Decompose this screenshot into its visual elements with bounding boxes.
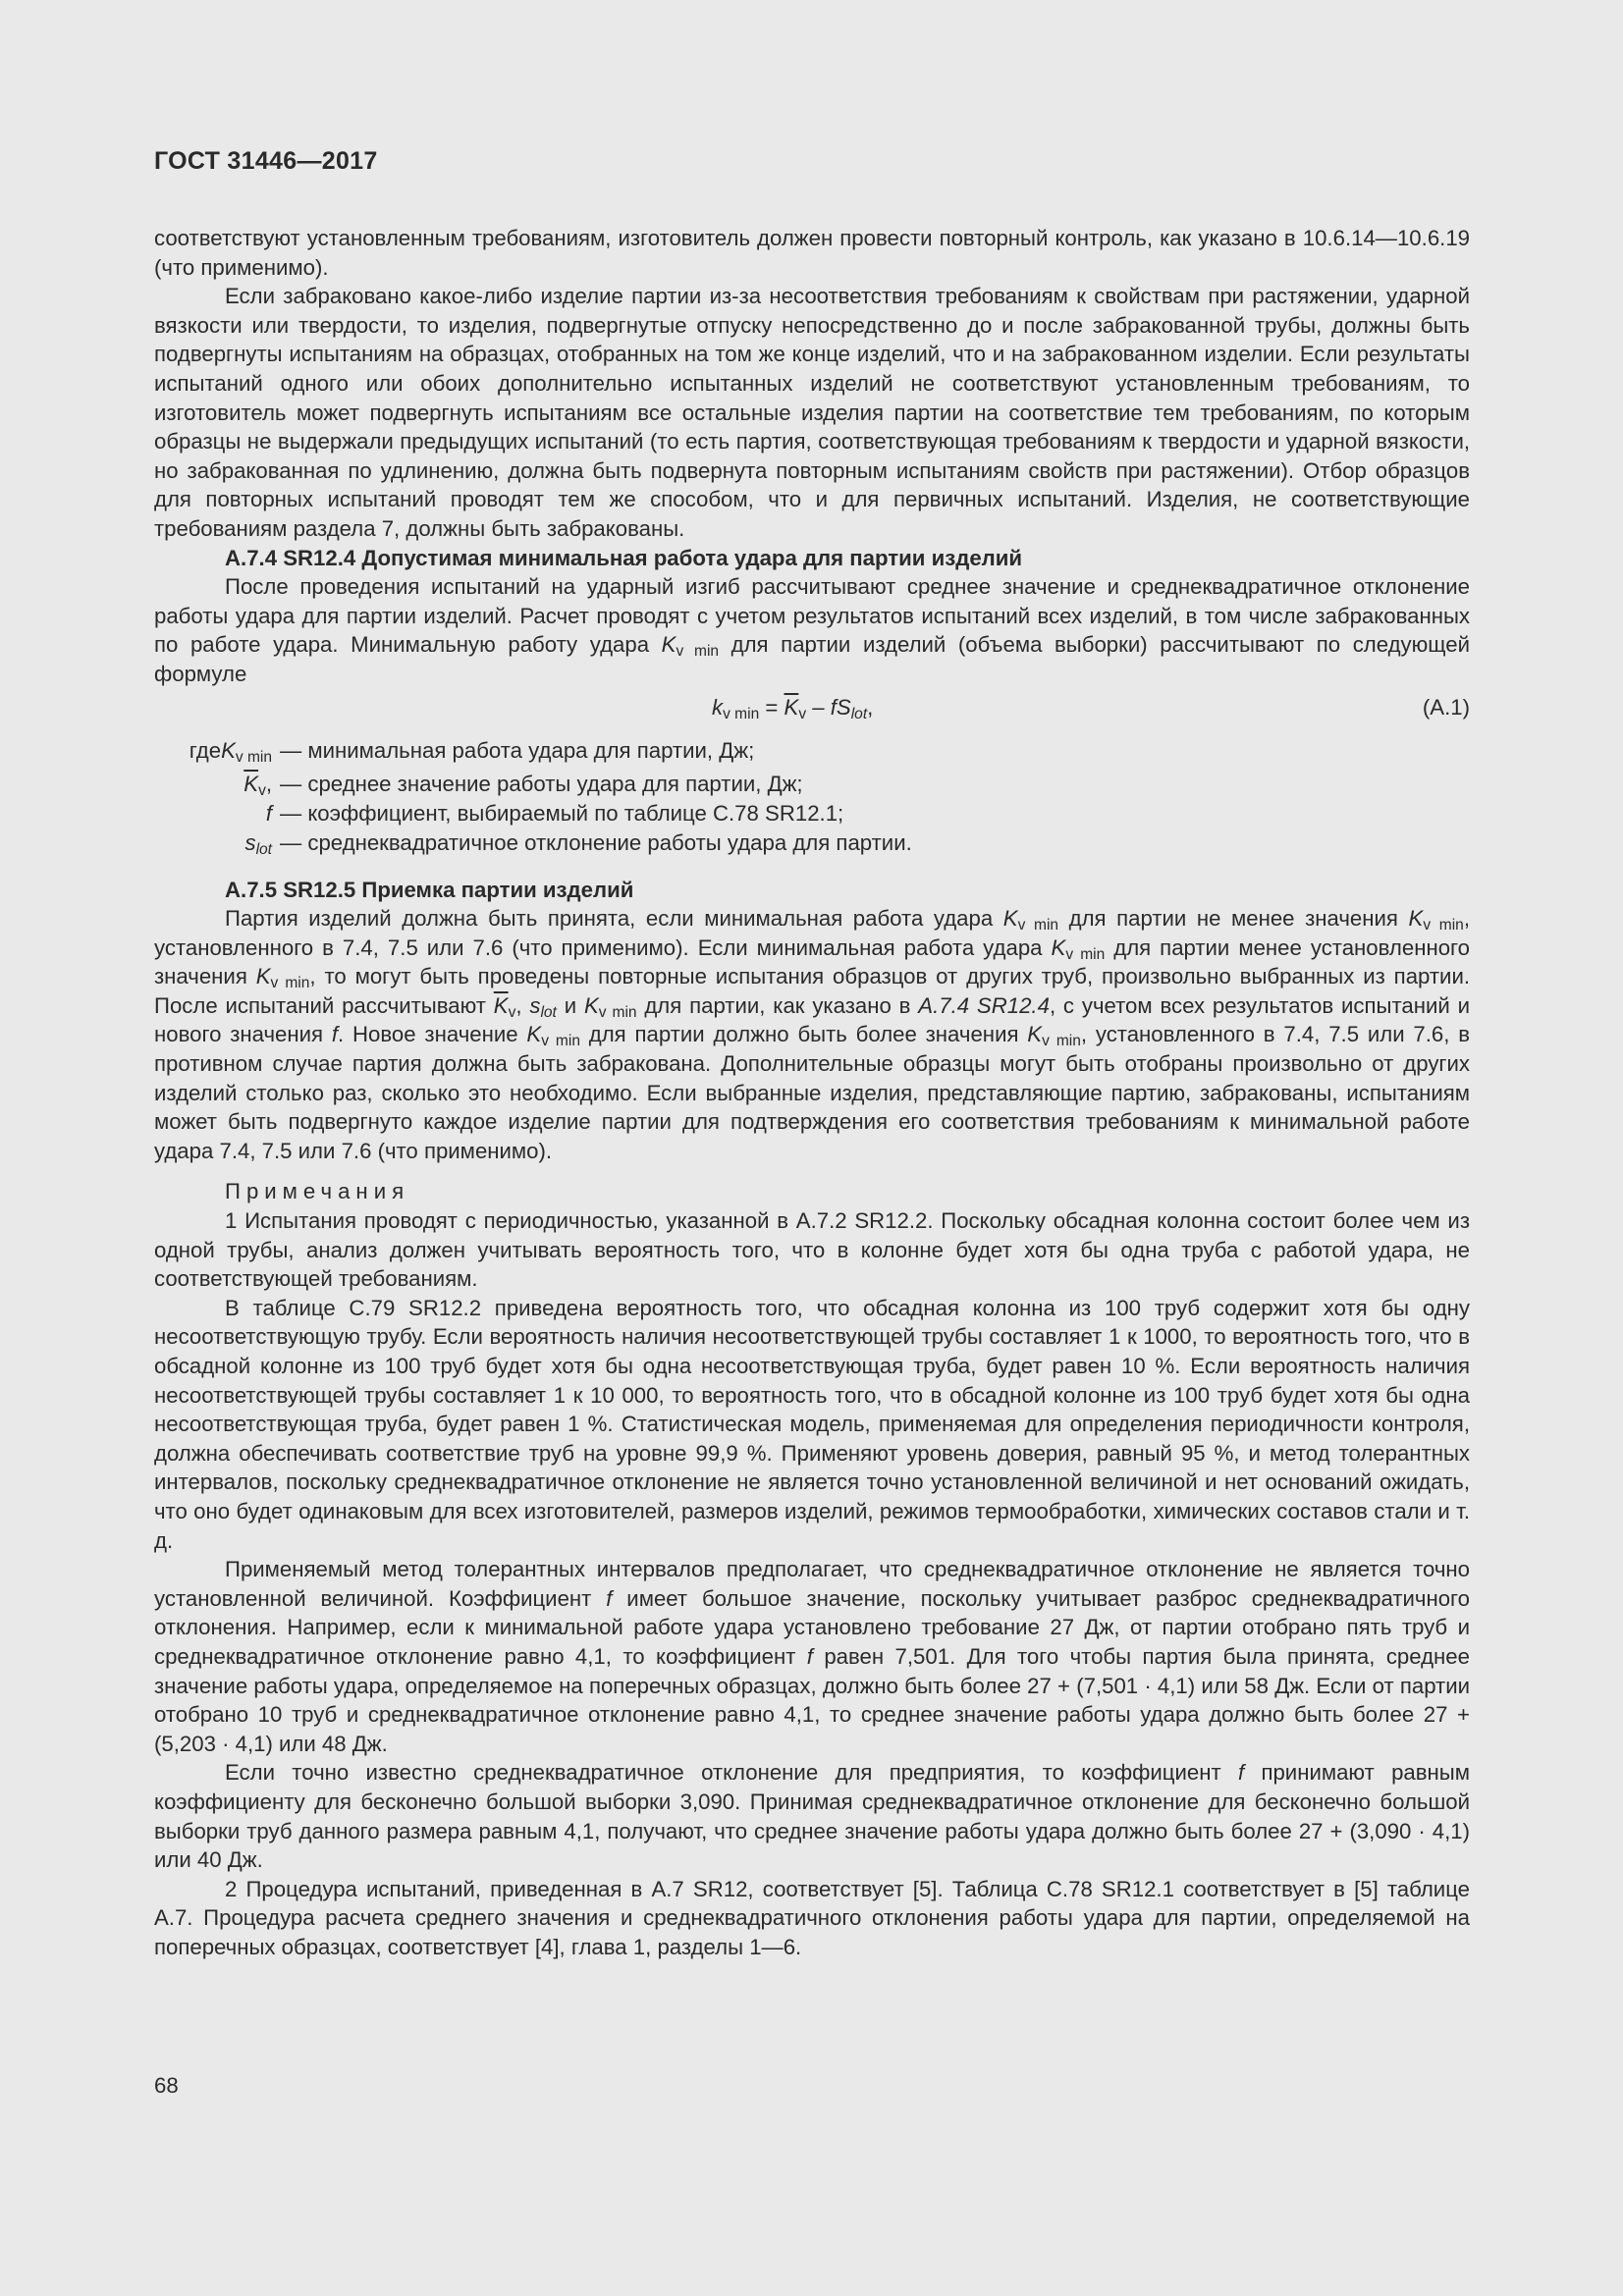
note-paragraph: Если точно известно среднеквадратичное отклонение для предприятия, то коэффициент f принимают равным коэффициенту для бесконечно большой выборки 3,090. Принимая среднеквадратичное отклонение для бесконечно большой выборки труб данного размера равным 4,1, получают, что среднее значение работы удара должно быть более 27 + (3,090 · 4,1) или 40 Дж. bbox=[154, 1760, 1470, 1873]
note-paragraph: В таблице С.79 SR12.2 приведена вероятность того, что обсадная колонна из 100 труб содержит хотя бы одну несоответствующую трубу. Если вероятность наличия несоответствующей трубы составляет 1 к 1000, то вероятность того, что в обсадной колонне из 100 труб будет хотя бы одна несоответствующая труба, будет равен 10 %. Если вероятность наличия несоответствующей трубы составляет 1 к 10 000, то вероятность того, что в обсадной колонне из 100 труб будет хотя бы одна несоответствующая труба, будет равен 1 %. Статистическая модель, применяемая для определения периодичности контроля, должна обеспечивать соответствие труб на уровне 99,9 %. Применяют уровень доверия, равный 95 %, и метод толерантных интервалов, поскольку среднеквадратичное отклонение не является точно установленной величиной и нет оснований ожидать, что оно будет одинаковым для всех изготовителей, размеров изделий, режимов термообработки, химических составов стали и т. д. bbox=[154, 1295, 1470, 1553]
formula-expression: $k_{v min} = \overline{K}_v - fS_{lot}$, bbox=[712, 694, 874, 722]
formula-legend: гдеK$_{v min}$ — минимальная работа удара для партии, Дж; $\overline{K}_v$, — среднее значение работы удара для партии, Дж; f — коэффициент, выбираемый по таблице С.78 SR12.1; $s_{lot}$ — среднеквадратичное отклонение работы удара для партии. bbox=[189, 737, 912, 858]
paragraph: Если забраковано какое-либо изделие партии из-за несоответствия требованиям к свойствам при растяжении, ударной вязкости или твердости, то изделия, подвергнутые отпуску непосредственно до и после забракованной трубы, должны быть подвергнуты испытаниям на образцах, отобранных на том же конце изделий, что и на забракованном изделии. Если результаты испытаний одного или обоих дополнительно испытанных изделий не соответствуют установленным требованиям, то изготовитель может подвергнуть испытаниям все остальные изделия партии на соответствие тем требованиям, по которым образцы не выдержали предыдущих испытаний (то есть партия, соответствующая требованиям к твердости и ударной вязкости, но забракованная по удлинению, должна быть подвернута повторным испытаниям свойств при растяжении). Отбор образцов для повторных испытаний проводят тем же способом, что и для первичных испытаний. Изделия, не соответствующие требованиям раздела 7, должны быть забракованы. bbox=[154, 284, 1470, 541]
formula-a-1 bbox=[154, 691, 1470, 728]
note-paragraph: 1 Испытания проводят с периодичностью, указанной в А.7.2 SR12.2. Поскольку обсадная колонна состоит более чем из одной трубы, анализ должен учитывать вероятность того, что в колонне будет хотя бы одна труба с работой удара, не соответствующей требованиям. bbox=[154, 1208, 1470, 1292]
formula-number: (А.1) bbox=[1422, 694, 1470, 720]
paragraph: После проведения испытаний на ударный изгиб рассчитывают среднее значение и среднеквадратичное отклонение работы удара для партии изделий. Расчет проводят с учетом результатов испытаний всех изделий, в том числе забракованных по работе удара. Минимальную работу удара $K_{v min}$ для партии изделий (объема выборки) рассчитывают по следующей формуле bbox=[154, 574, 1471, 686]
paragraph: Партия изделий должна быть принята, если минимальная работа удара $K_{v min}$ для партии не менее значения $K_{v min}$, установленного в 7.4, 7.5 или 7.6 (что применимо). Если минимальная работа удара $K_{v min}$ для партии менее установленного значения $K_{v min}$, то могут быть проведены повторные испытания образцов от других труб, произвольно выбранных из партии. После испытаний рассчитывают $\overline{K}_v$, $s_{lot}$ и $K_{v min}$ для партии, как указано в А.7.4 SR12.4, с учетом всех результатов испытаний и нового значения f. Новое значение $K_{v min}$ для партии должно быть более значения $K_{v min}$, установленного в 7.4, 7.5 или 7.6, в противном случае партия должна быть забракована. Дополнительные образцы могут быть отобраны произвольно от других изделий столько раз, сколько это необходимо. Если выбранные изделия, представляющие партию, забракованы, испытаниям может быть подвергнуто каждое изделие партии для подтверждения его соответствия требованиям к минимальной работе удара 7.4, 7.5 или 7.6 (что применимо). bbox=[154, 906, 1471, 1163]
page-number: 68 bbox=[154, 2073, 179, 2098]
note-paragraph: 2 Процедура испытаний, приведенная в А.7 SR12, соответствует [5]. Таблица С.78 SR12.1 соответствует в [5] таблице А.7. Процедура расчета среднего значения и среднеквадратичного отклонения работы удара для партии, определяемой на поперечных образцах, соответствует [4], глава 1, разделы 1—6. bbox=[154, 1876, 1470, 1959]
document-header: ГОСТ 31446—2017 bbox=[154, 147, 378, 175]
section-heading-a-7-5: А.7.5 SR12.5 Приемка партии изделий bbox=[225, 877, 634, 902]
section-heading-a-7-4: А.7.4 SR12.4 Допустимая минимальная работа удара для партии изделий bbox=[225, 545, 1023, 570]
paragraph: соответствуют установленным требованиям, изготовитель должен провести повторный контроль, как указано в 10.6.14—10.6.19 (что применимо). bbox=[154, 226, 1470, 280]
notes-title: Примечания bbox=[225, 1179, 410, 1204]
note-paragraph: Применяемый метод толерантных интервалов предполагает, что среднеквадратичное отклонение не является точно установленной величиной. Коэффициент f имеет большое значение, поскольку учитывает разброс среднеквадратичного отклонения. Например, если к минимальной работе удара установлено требование 27 Дж, от партии отобрано пять труб и среднеквадратичное отклонение равно 4,1, то коэффициент f равен 7,501. Для того чтобы партия была принята, среднее значение работы удара, определяемое на поперечных образцах, должно быть более 27 + (7,501 · 4,1) или 58 Дж. Если от партии отобрано 10 труб и среднеквадратичное отклонение равно 4,1, то среднее значение работы удара должно быть более 27 + (5,203 · 4,1) или 48 Дж. bbox=[154, 1557, 1470, 1756]
document-body bbox=[154, 224, 1470, 1961]
